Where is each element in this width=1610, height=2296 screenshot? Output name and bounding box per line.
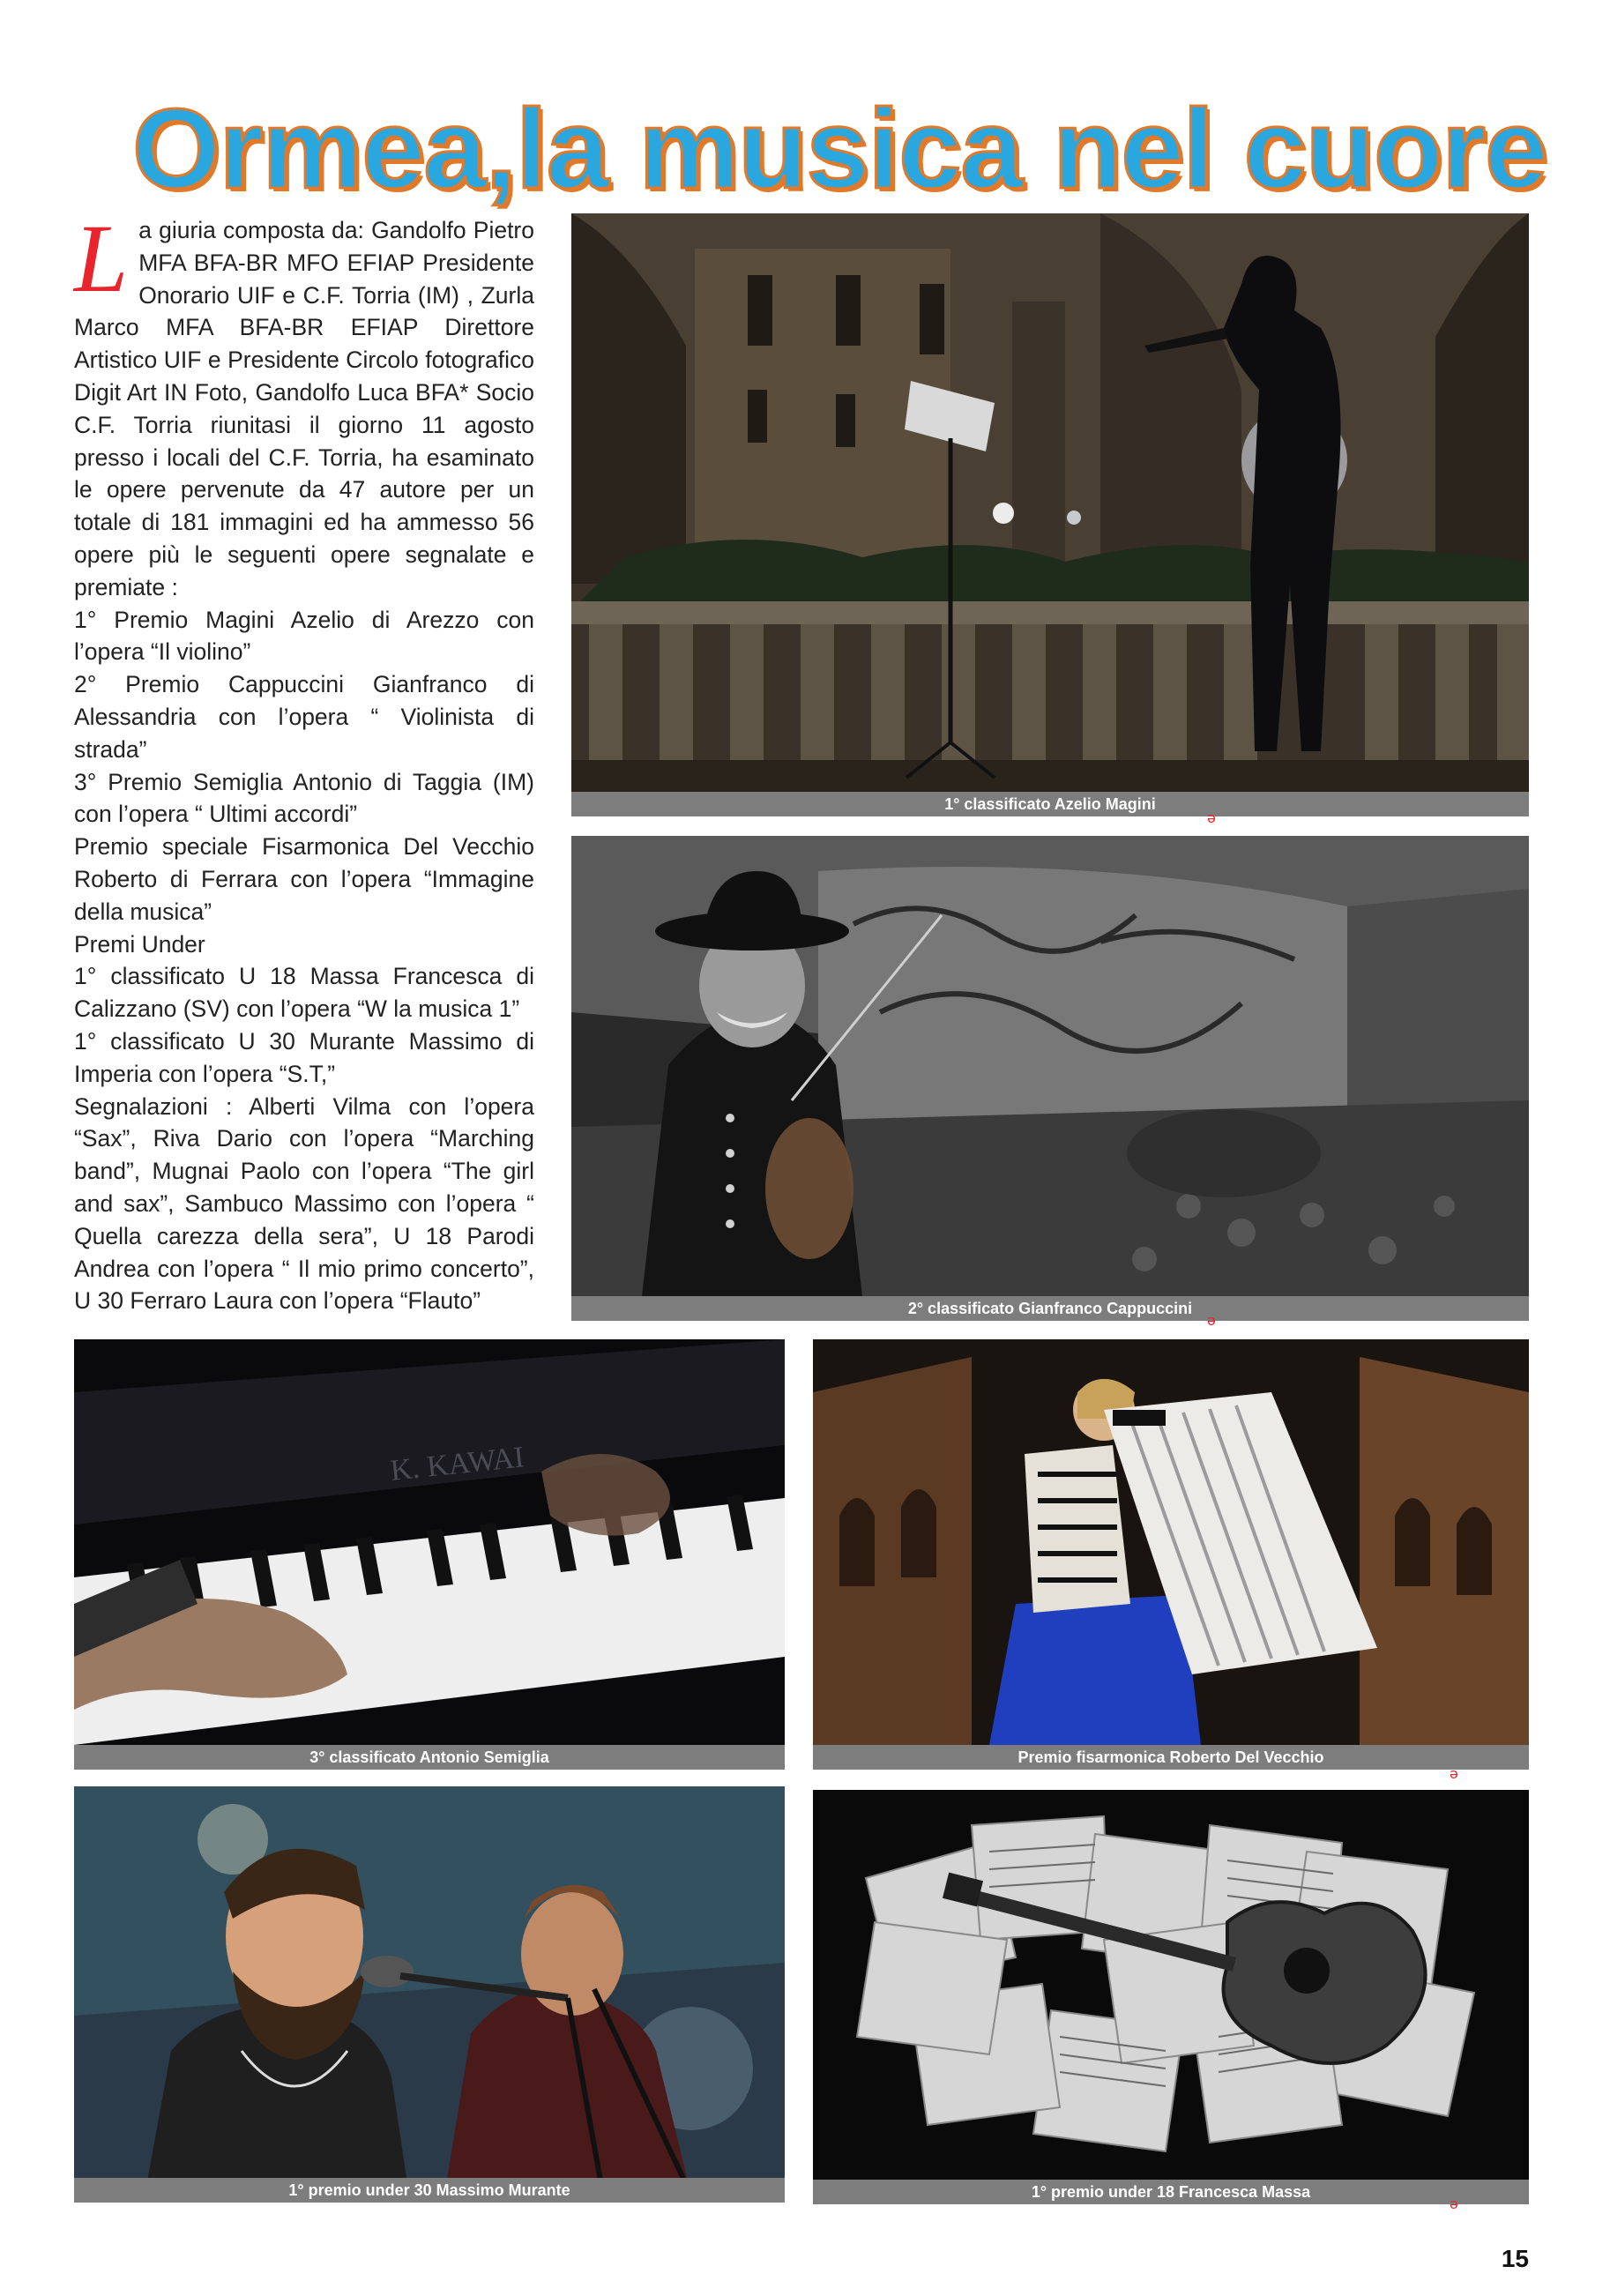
article-paragraph: Premio speciale Fisarmonica Del Vecchio Roberto di Ferrara con l’opera “Immagine della musica” bbox=[74, 833, 534, 925]
article-paragraph: 2° Premio Cappuccini Gianfranco di Alessandria con l’opera “ Violinista di strada” bbox=[74, 671, 534, 763]
photo-caption: 3° classificato Antonio Semiglia bbox=[74, 1745, 785, 1770]
corner-mark: ə bbox=[1450, 2195, 1458, 2212]
page-title: Ormea,la musica nel cuore bbox=[132, 86, 1547, 212]
photo-caption: 1° classificato Azelio Magini bbox=[571, 792, 1529, 816]
photo-caption: 1° premio under 30 Massimo Murante bbox=[74, 2178, 785, 2203]
article-paragraph: 1° Premio Magini Azelio di Arezzo con l’opera “Il violino” bbox=[74, 606, 534, 666]
article-paragraph: La giuria composta da: Gandolfo Pietro MFA BFA-BR MFO EFIAP Presidente Onorario UIF e C.F. Torria (IM) , Zurla Marco MFA BFA-BR EFIAP Direttore Artistico UIF e Presidente Circolo fotografico Digit Art IN Foto, Gandolfo Luca BFA* Socio C.F. Torria riunitasi il giorno 11 agosto presso i locali del C.F. Torria, ha esaminato le opere pervenute da 47 autore per un totale di 181 immagini ed ha ammesso 56 opere più le seguenti opere segnalate e premiate : bbox=[74, 205, 534, 600]
article-paragraph: 1° classificato U 18 Massa Francesca di Calizzano (SV) con l’opera “W la musica 1” bbox=[74, 963, 534, 1023]
article-paragraph: 3° Premio Semiglia Antonio di Taggia (IM) con l’opera “ Ultimi accordi” bbox=[74, 768, 534, 828]
piano-brand: K. KAWAI bbox=[388, 1441, 526, 1487]
photo-guitar bbox=[813, 1790, 1529, 2180]
article-paragraph: Segnalazioni : Alberti Vilma con l’opera “Sax”, Riva Dario con l’opera “Marching band”, Mugnai Paolo con l’opera “The girl and sax”, Sambuco Massimo con l’opera “ Quella carezza della sera”, U 18 Parodi Andrea con l’opera “ Il mio primo concerto”, U 30 Ferraro Laura con l’opera “Flauto” bbox=[74, 1092, 534, 1315]
photo-caption: Premio fisarmonica Roberto Del Vecchio bbox=[813, 1745, 1529, 1770]
photo-singer bbox=[74, 1786, 785, 2195]
photo-caption: 1° premio under 18 Francesca Massa bbox=[813, 2180, 1529, 2204]
corner-mark: ə bbox=[1207, 1312, 1216, 1329]
corner-mark: ə bbox=[1207, 809, 1216, 826]
article-body bbox=[74, 205, 534, 1317]
photo-accordion bbox=[813, 1339, 1529, 1745]
article-paragraph: 1° classificato U 30 Murante Massimo di Imperia con l’opera “S.T,” bbox=[74, 1027, 534, 1087]
page-number: 15 bbox=[1501, 2245, 1529, 2272]
drop-cap: L bbox=[74, 205, 129, 312]
photo-violinist bbox=[571, 213, 1529, 792]
photo-caption: 2° classificato Gianfranco Cappuccini bbox=[571, 1296, 1529, 1321]
corner-mark: ə bbox=[1450, 1765, 1458, 1782]
article-paragraph: Premi Under bbox=[74, 930, 205, 958]
photo-piano bbox=[74, 1339, 785, 1745]
photo-street-violinist bbox=[571, 836, 1529, 1296]
